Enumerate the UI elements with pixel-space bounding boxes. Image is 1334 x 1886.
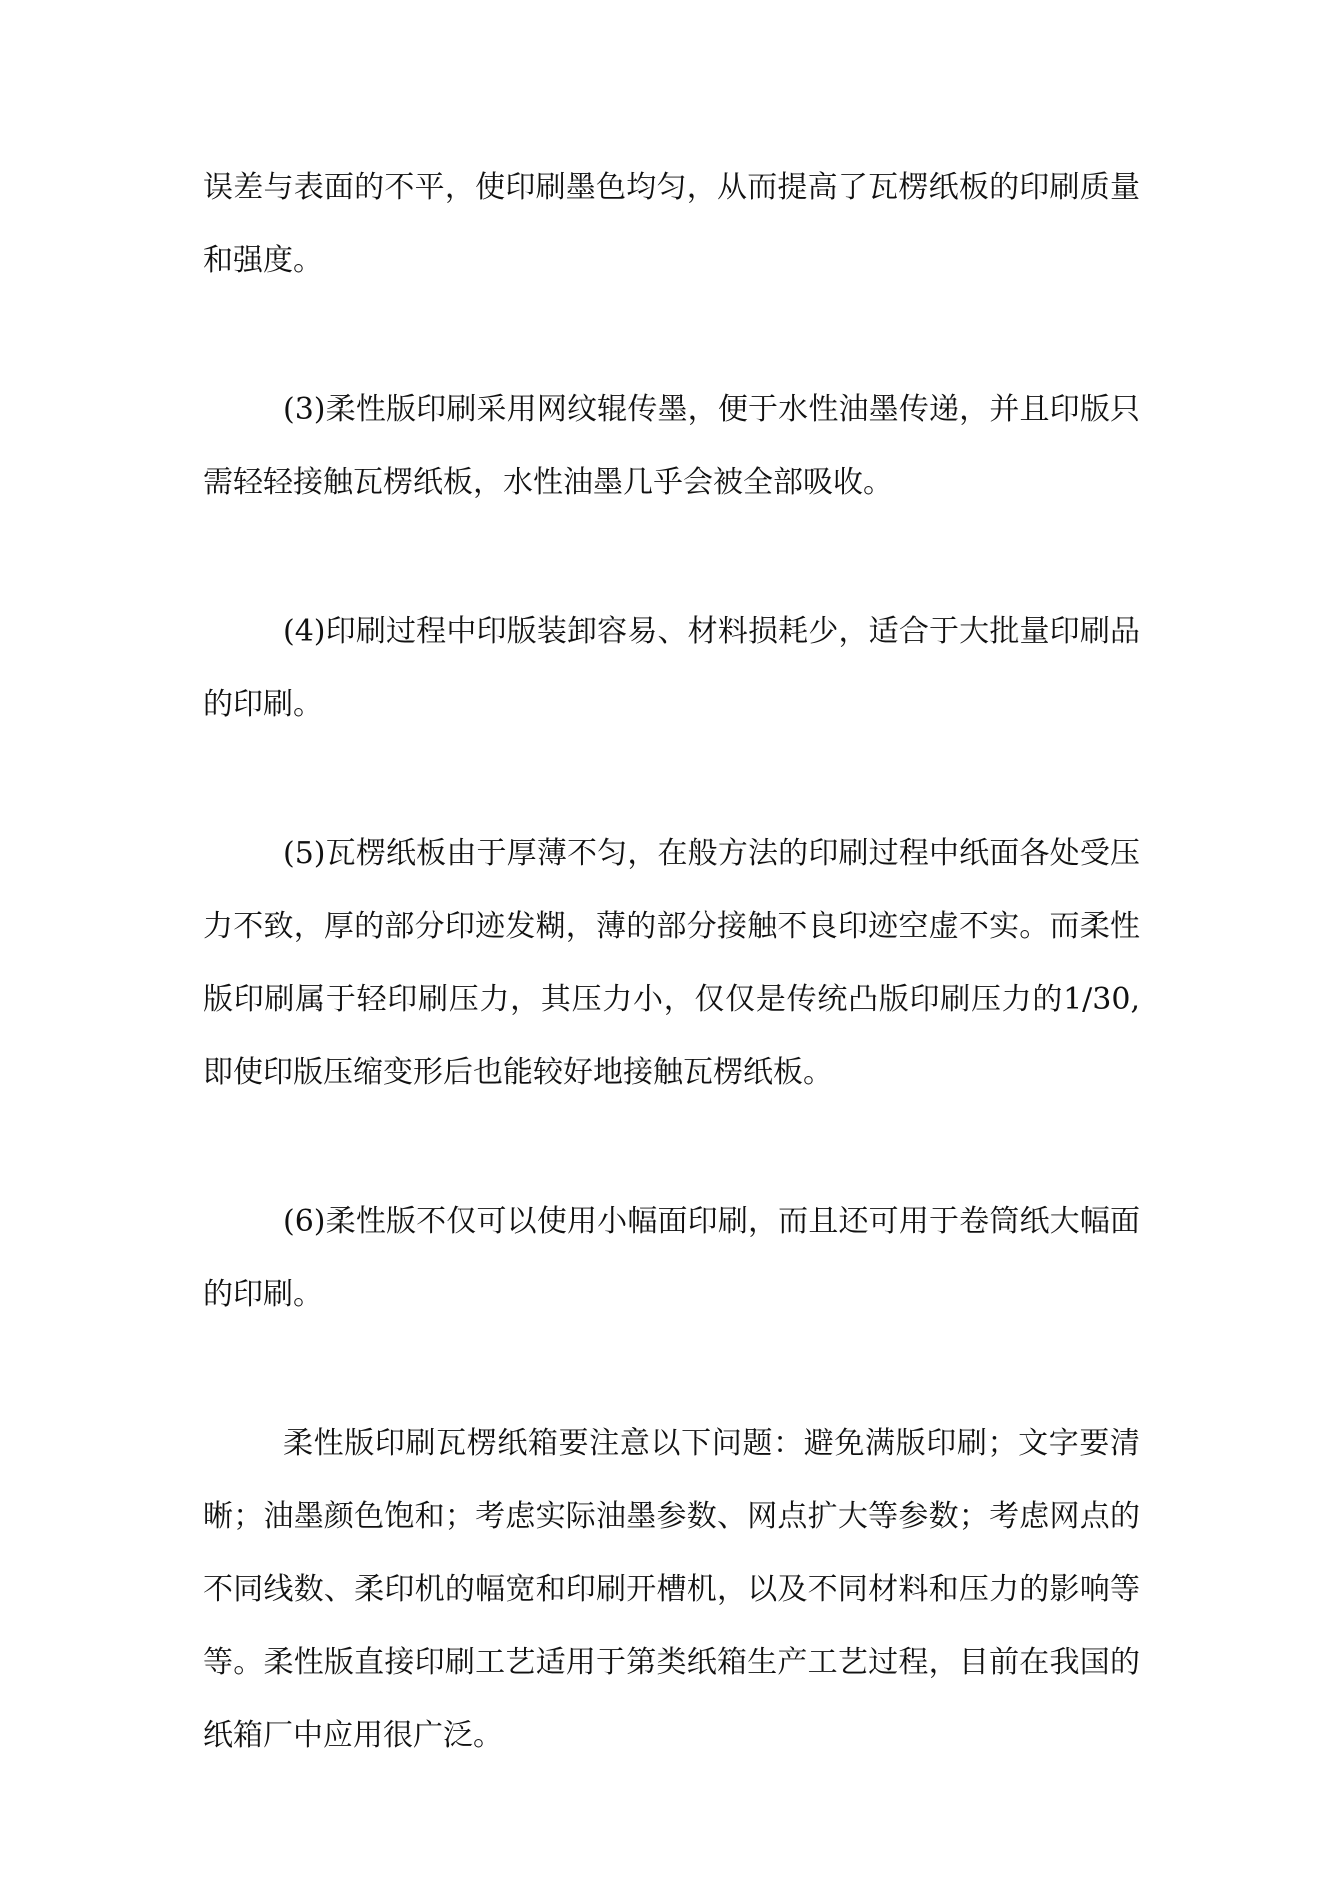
paragraph-continuation: 误差与表面的不平，使印刷墨色均匀，从而提高了瓦楞纸板的印刷质量和强度。: [203, 170, 1140, 278]
paragraph-item-4: (4)印刷过程中印版装卸容易、材料损耗少，适合于大批量印刷品的印刷。: [203, 614, 1140, 722]
paragraph-item-3: (3)柔性版印刷采用网纹辊传墨，便于水性油墨传递，并且印版只需轻轻接触瓦楞纸板，水性油墨几乎会被全部吸收。: [203, 392, 1140, 500]
paragraph-item-5: (5)瓦楞纸板由于厚薄不匀，在般方法的印刷过程中纸面各处受压力不致，厚的部分印迹发糊，薄的部分接触不良印迹空虚不实。而柔性版印刷属于轻印刷压力，其压力小，仅仅是传统凸版印刷压力的1/30,即使印版压缩变形后也能较好地接触瓦楞纸板。: [203, 836, 1140, 1090]
paragraph-notes: 柔性版印刷瓦楞纸箱要注意以下问题：避免满版印刷；文字要清晰；油墨颜色饱和；考虑实际油墨参数、网点扩大等参数；考虑网点的不同线数、柔印机的幅宽和印刷开槽机，以及不同材料和压力的影响等等。柔性版直接印刷工艺适用于第类纸箱生产工艺过程，目前在我国的纸箱厂中应用很广泛。: [203, 1426, 1140, 1753]
paragraph-item-6: (6)柔性版不仅可以使用小幅面印刷，而且还可用于卷筒纸大幅面的印刷。: [203, 1204, 1140, 1312]
